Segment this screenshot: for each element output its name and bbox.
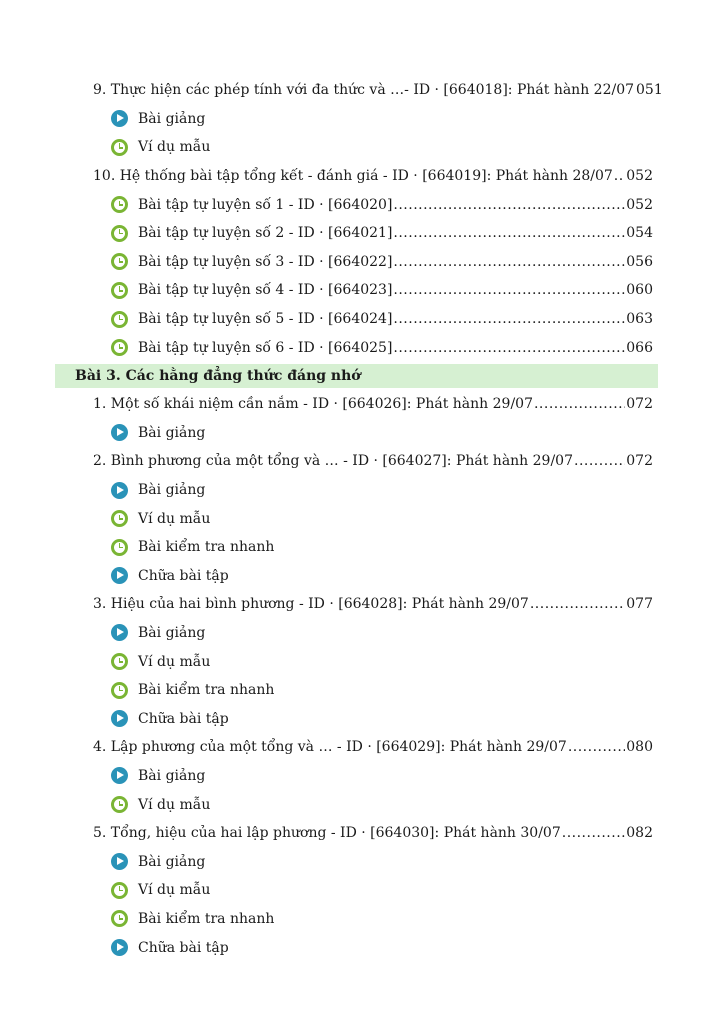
page-number: 072 — [626, 453, 653, 470]
toc-subitem[interactable] — [0, 248, 724, 277]
toc-label: Bài kiểm tra nhanh — [138, 539, 275, 556]
play-icon — [111, 567, 128, 584]
toc-subitem[interactable] — [0, 762, 724, 791]
page-number: 082 — [626, 825, 653, 842]
page-number: 063 — [626, 311, 653, 328]
toc-label: Ví dụ mẫu — [138, 796, 211, 813]
play-icon — [111, 110, 128, 127]
play-icon — [111, 482, 128, 499]
toc-label: 2. Bình phương của một tổng và … - ID · [664027]: Phát hành 29/07 — [93, 453, 573, 470]
dot-leader — [393, 198, 625, 212]
clock-icon — [111, 139, 128, 156]
dot-leader — [530, 597, 625, 611]
toc-label: Bài kiểm tra nhanh — [138, 682, 275, 699]
toc-subitem[interactable] — [0, 619, 724, 648]
toc-label: Bài tập tự luyện số 1 - ID · [664020] — [138, 196, 393, 213]
toc-subitem[interactable] — [0, 219, 724, 248]
toc-label: Bài giảng — [138, 624, 206, 641]
toc-label: Chữa bài tập — [138, 939, 229, 956]
toc-label: Ví dụ mẫu — [138, 139, 211, 156]
toc-subitem[interactable] — [0, 476, 724, 505]
toc-subitem[interactable] — [0, 647, 724, 676]
toc-subitem[interactable] — [0, 562, 724, 591]
clock-icon — [111, 910, 128, 927]
toc-label: Bài giảng — [138, 853, 206, 870]
page-number: 066 — [626, 339, 653, 356]
clock-icon — [111, 653, 128, 670]
toc-label: Bài 3. Các hằng đẳng thức đáng nhớ — [75, 367, 361, 384]
toc-subitem[interactable] — [0, 276, 724, 305]
toc-label: 9. Thực hiện các phép tính với đa thức và …- ID · [664018]: Phát hành 22/07 — [93, 82, 635, 99]
toc-item[interactable] — [0, 819, 724, 848]
toc-label: Ví dụ mẫu — [138, 653, 211, 670]
toc-label: Bài giảng — [138, 110, 206, 127]
toc-label: Chữa bài tập — [138, 567, 229, 584]
page-number: 060 — [626, 282, 653, 299]
toc-subitem[interactable] — [0, 504, 724, 533]
toc-subitem[interactable] — [0, 790, 724, 819]
toc-subitem[interactable] — [0, 905, 724, 934]
toc-item[interactable] — [0, 733, 724, 762]
dot-leader — [562, 826, 626, 840]
toc-subitem[interactable] — [0, 847, 724, 876]
dot-leader — [393, 312, 625, 326]
toc-subitem[interactable] — [0, 419, 724, 448]
toc-label: Bài giảng — [138, 424, 206, 441]
toc-item[interactable] — [0, 390, 724, 419]
toc-item[interactable] — [0, 590, 724, 619]
play-icon — [111, 853, 128, 870]
dot-leader — [534, 397, 625, 411]
clock-icon — [111, 339, 128, 356]
dot-leader — [393, 341, 625, 355]
toc-label: Bài tập tự luyện số 5 - ID · [664024] — [138, 311, 393, 328]
toc-label: Chữa bài tập — [138, 710, 229, 727]
dot-leader — [568, 740, 625, 754]
section-header — [55, 364, 658, 388]
table-of-contents — [0, 76, 724, 962]
toc-label: Bài giảng — [138, 767, 206, 784]
clock-icon — [111, 196, 128, 213]
play-icon — [111, 939, 128, 956]
clock-icon — [111, 882, 128, 899]
play-icon — [111, 767, 128, 784]
page-number: 080 — [626, 739, 653, 756]
page-number: 054 — [626, 225, 653, 242]
toc-label: Bài kiểm tra nhanh — [138, 910, 275, 927]
toc-label: 3. Hiệu của hai bình phương - ID · [664028]: Phát hành 29/07 — [93, 596, 529, 613]
clock-icon — [111, 311, 128, 328]
page-number: 077 — [626, 596, 653, 613]
toc-label: 10. Hệ thống bài tập tổng kết - đánh giá - ID · [664019]: Phát hành 28/07 — [93, 168, 613, 185]
clock-icon — [111, 682, 128, 699]
clock-icon — [111, 253, 128, 270]
dot-leader — [393, 283, 625, 297]
dot-leader — [574, 454, 625, 468]
dot-leader — [393, 255, 625, 269]
page-number: 072 — [626, 396, 653, 413]
play-icon — [111, 710, 128, 727]
toc-label: Ví dụ mẫu — [138, 510, 211, 527]
toc-subitem[interactable] — [0, 704, 724, 733]
clock-icon — [111, 282, 128, 299]
toc-label: 5. Tổng, hiệu của hai lập phương - ID · [664030]: Phát hành 30/07 — [93, 825, 561, 842]
clock-icon — [111, 225, 128, 242]
play-icon — [111, 624, 128, 641]
toc-item[interactable] — [0, 162, 724, 191]
toc-label: Bài giảng — [138, 482, 206, 499]
toc-label: Bài tập tự luyện số 6 - ID · [664025] — [138, 339, 393, 356]
page-number: 051 — [636, 82, 663, 99]
toc-subitem[interactable] — [0, 933, 724, 962]
toc-subitem[interactable] — [0, 676, 724, 705]
toc-subitem[interactable] — [0, 190, 724, 219]
page-number: 052 — [626, 196, 653, 213]
toc-label: Ví dụ mẫu — [138, 882, 211, 899]
toc-subitem[interactable] — [0, 533, 724, 562]
toc-label: Bài tập tự luyện số 4 - ID · [664023] — [138, 282, 393, 299]
page-number: 056 — [626, 253, 653, 270]
toc-subitem[interactable] — [0, 105, 724, 134]
clock-icon — [111, 796, 128, 813]
toc-label: Bài tập tự luyện số 2 - ID · [664021] — [138, 225, 393, 242]
toc-label: 1. Một số khái niệm cần nắm - ID · [664026]: Phát hành 29/07 — [93, 396, 533, 413]
clock-icon — [111, 539, 128, 556]
toc-subitem[interactable] — [0, 333, 724, 362]
page-number: 052 — [626, 168, 653, 185]
play-icon — [111, 424, 128, 441]
toc-subitem[interactable] — [0, 133, 724, 162]
toc-label: 4. Lập phương của một tổng và … - ID · [664029]: Phát hành 29/07 — [93, 739, 567, 756]
toc-item[interactable] — [0, 76, 724, 105]
dot-leader — [614, 169, 625, 183]
toc-subitem[interactable] — [0, 305, 724, 334]
toc-item[interactable] — [0, 447, 724, 476]
dot-leader — [393, 226, 625, 240]
toc-subitem[interactable] — [0, 876, 724, 905]
clock-icon — [111, 510, 128, 527]
toc-label: Bài tập tự luyện số 3 - ID · [664022] — [138, 253, 393, 270]
